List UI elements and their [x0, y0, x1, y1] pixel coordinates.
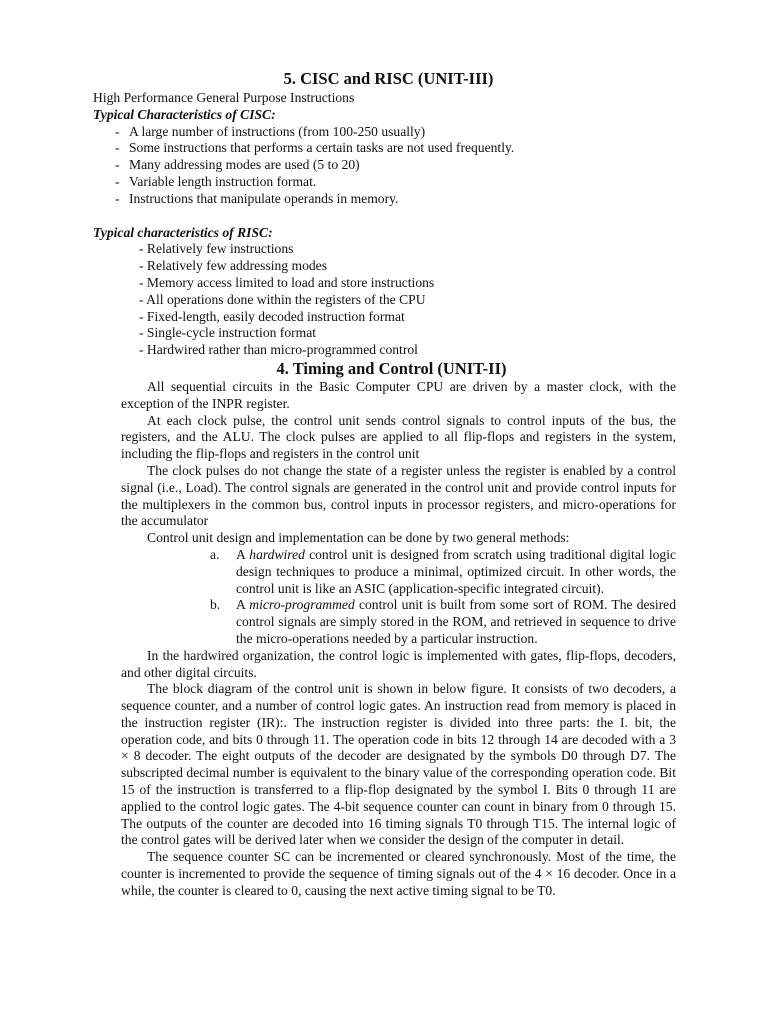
- method-term: micro-programmed: [249, 597, 355, 613]
- method-text: control unit is built from some sort of ROM. The desired control signals are simply stored in the ROM, and retrieved in sequence to drive the micro-operations needed by a particular instruction.: [236, 597, 677, 646]
- list-item: - Fixed-length, easily decoded instruction format: [139, 308, 405, 324]
- list-item: - Relatively few instructions: [139, 241, 294, 257]
- list-item: - Many addressing modes are used (5 to 20): [115, 157, 676, 174]
- list-marker: b.: [210, 597, 221, 613]
- list-item: - A large number of instructions (from 100-250 usually): [115, 124, 676, 141]
- paragraph: All sequential circuits in the Basic Computer CPU are driven by a master clock, with the exception of the INPR register.: [121, 378, 676, 411]
- paragraph: In the hardwired organization, the control logic is implemented with gates, flip-flops, decoders, and other digital circuits.: [121, 647, 676, 680]
- paragraph: At each clock pulse, the control unit sends control signals to control inputs of the bus, the registers, and the ALU. The clock pulses are applied to all flip-flops and registers in the system, including the flip-flops and registers in the control unit: [121, 412, 676, 462]
- risc-list: [93, 241, 676, 359]
- control-methods-list: [121, 547, 676, 648]
- list-marker: a.: [210, 546, 220, 562]
- timing-control-body: [121, 379, 676, 900]
- list-item: - Some instructions that performs a certain tasks are not used frequently.: [115, 140, 676, 157]
- paragraph: The sequence counter SC can be incremented or cleared synchronously. Most of the time, the counter is incremented to provide the sequence of timing signals out of the 4 × 16 decoder. Once in a while, the counter is cleared to 0, causing the next active timing signal to be T0.: [121, 849, 676, 898]
- cisc-title: Typical Characteristics of CISC:: [93, 106, 276, 122]
- method-item-microprogrammed: [210, 597, 676, 647]
- heading-timing-control: 4. Timing and Control (UNIT-II): [276, 358, 507, 378]
- method-text-pre: A: [236, 597, 250, 613]
- paragraph: Control unit design and implementation can be done by two general methods:: [147, 530, 570, 546]
- risc-title: Typical characteristics of RISC:: [93, 224, 273, 240]
- cisc-list: [93, 124, 676, 208]
- list-item: - Memory access limited to load and store instructions: [139, 274, 435, 290]
- list-item: - Variable length instruction format.: [115, 174, 676, 191]
- subtitle: High Performance General Purpose Instructions: [93, 90, 355, 105]
- list-item: - Single-cycle instruction format: [139, 325, 317, 341]
- method-term: hardwired: [249, 546, 305, 562]
- paragraph: The clock pulses do not change the state of a register unless the register is enabled by a control signal (i.e., Load). The control signals are generated in the control unit and provide control inputs for the multiplexers in the common bus, control inputs in processor registers, and micro-operations for the accumulator: [121, 462, 676, 529]
- list-item: - All operations done within the registers of the CPU: [139, 291, 426, 307]
- heading-cisc-risc: 5. CISC and RISC (UNIT-III): [283, 69, 494, 88]
- list-item: - Relatively few addressing modes: [139, 258, 327, 274]
- method-text: control unit is designed from scratch using traditional digital logic design techniques to produce a minimal, optimized circuit. In other words, the control unit is like an ASIC (application-specific integrated circuit).: [236, 546, 676, 596]
- list-item: - Hardwired rather than micro-programmed control: [139, 342, 418, 358]
- list-item: - Instructions that manipulate operands in memory.: [115, 191, 676, 208]
- spacer: [93, 208, 676, 225]
- method-text-pre: A: [236, 546, 250, 562]
- method-item-hardwired: [210, 547, 676, 597]
- paragraph: The block diagram of the control unit is shown in below figure. It consists of two decoders, a sequence counter, and a number of control logic gates. An instruction read from memory is placed in the instruction register (IR):. The instruction register is divided into three parts: the I. bit, the operation code, and bits 0 through 11. The operation code in bits 12 through 14 are decoded with a 3 × 8 decoder. The eight outputs of the decoder are designated by the symbols D0 through D7. The subscripted decimal number is equivalent to the binary value of the corresponding operation code. Bit 15 of the instruction is transferred to a flip-flop designated by the symbol I. Bits 0 through 11 are applied to the control logic gates. The 4-bit sequence counter can count in binary from 0 through 15. The outputs of the counter are decoded into 16 timing signals T0 through T15. The internal logic of the control gates will be derived later when we consider the design of the computer in detail.: [121, 681, 676, 848]
